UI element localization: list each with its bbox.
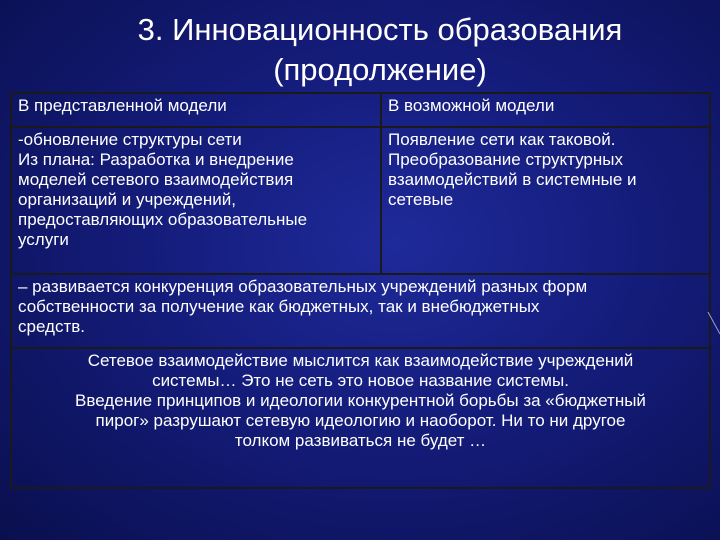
table-row — [11, 348, 710, 488]
text-line: предоставляющих образовательные — [18, 210, 308, 229]
cell-possible-model-content — [381, 127, 710, 274]
cell-competition-note — [11, 274, 710, 348]
header-cell-possible-model: В возможной модели — [381, 93, 710, 127]
text-line: услуги — [18, 230, 69, 249]
decorative-line — [706, 312, 720, 336]
text-line: Из плана: Разработка и внедрение — [18, 150, 294, 169]
cell-presented-model-content — [11, 127, 381, 274]
table-row — [11, 127, 710, 274]
text-line: пирог» разрушают сетевую идеологию и наоборот. Ни то ни другое — [95, 411, 626, 430]
table-header-row — [11, 93, 710, 127]
comparison-table — [10, 92, 711, 489]
text-line: организаций и учреждений, — [18, 190, 236, 209]
text-line: моделей сетевого взаимодействия — [18, 170, 294, 189]
slide-title-line1: 3. Инновационность образования — [137, 12, 623, 47]
slide-title-line2: (продолжение) — [273, 52, 487, 87]
text-line: – развивается конкуренция образовательных учреждений разных форм — [18, 277, 588, 296]
text-line: Появление сети как таковой. — [388, 130, 616, 149]
text-line: системы… Это не сеть это новое название системы. — [152, 371, 569, 390]
text-line: взаимодействий в системные и — [388, 170, 637, 189]
table-row — [11, 274, 710, 348]
text-line: сетевые — [388, 190, 454, 209]
slide-title — [70, 10, 690, 90]
text-line: средств. — [18, 317, 85, 336]
cell-conclusion — [11, 348, 710, 488]
text-line: -обновление структуры сети — [18, 130, 242, 149]
text-line: Преобразование структурных — [388, 150, 623, 169]
header-cell-presented-model: В представленной модели — [11, 93, 381, 127]
text-line: Сетевое взаимодействие мыслится как взаимодействие учреждений — [87, 351, 634, 370]
text-line: Введение принципов и идеологии конкурентной борьбы за «бюджетный — [75, 391, 646, 410]
text-line: толком развиваться не будет … — [234, 431, 487, 450]
text-line: собственности за получение как бюджетных, так и внебюджетных — [18, 297, 540, 316]
